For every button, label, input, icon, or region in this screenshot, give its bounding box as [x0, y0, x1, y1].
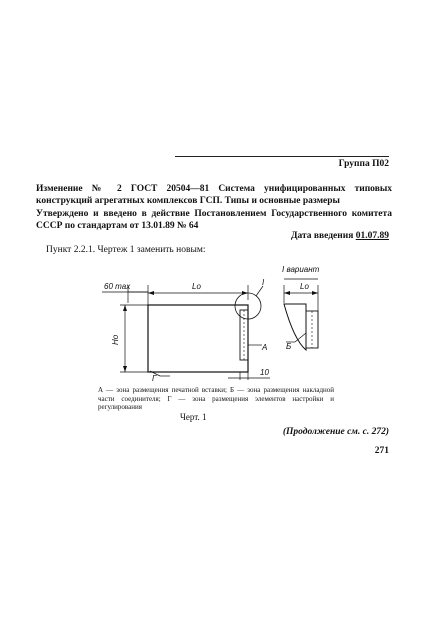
zone-a-label: A: [262, 343, 268, 352]
continuation-note: (Продолжение см. с. 272): [282, 427, 389, 437]
date-value: 01.07.89: [355, 231, 389, 241]
date-label: Дата введения: [290, 231, 354, 241]
dim-lo-label: Lo: [192, 282, 201, 291]
zone-g-label: Г: [152, 374, 157, 383]
page-number: 271: [374, 446, 389, 456]
dim-60max-label: 60 max: [104, 282, 131, 291]
module-body: [148, 305, 248, 372]
callout-i-label: I: [262, 278, 265, 287]
group-code: Группа П02: [338, 159, 389, 169]
dim-ho-label: Ho: [111, 334, 120, 345]
approval-text: Утверждено и введено в действие Постановлением Государственного комитета СССР по стандартам от 13.01.89 № 64: [36, 209, 392, 231]
point-text: Пункт 2.2.1. Чертеж 1 заменить новым:: [46, 245, 206, 255]
dim-10-label: 10: [260, 368, 269, 377]
amendment-heading: Изменение № 2 ГОСТ 20504—81 Система унифицированных типовых конструкций агрегатных комплексов ГСП. Типы и основные размеры: [36, 184, 392, 206]
variant-label: I вариант: [282, 265, 320, 274]
dim-lo-right-label: Lo: [300, 282, 309, 291]
figure-label: Черт. 1: [180, 412, 207, 422]
figure-caption: А — зона размещения печатной вставки; Б — зона размещения накладной части соединителя; Г — зона размещения элементов настройки и регулирования: [98, 386, 334, 411]
zone-b-label: Б: [286, 342, 292, 351]
